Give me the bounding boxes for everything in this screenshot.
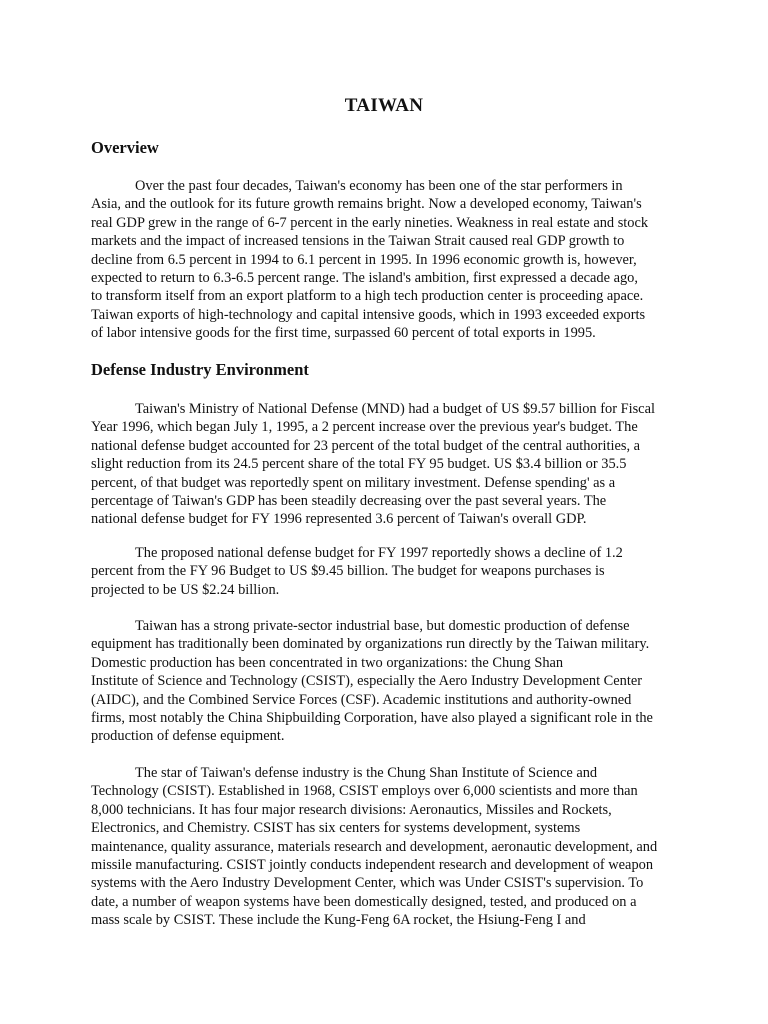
section-heading-overview: Overview [91,138,159,157]
text-line: Taiwan exports of high-technology and capital intensive goods, which in 1993 exceeded exports [91,306,646,323]
text-line: decline from 6.5 percent in 1994 to 6.1 percent in 1995. In 1996 economic growth is, however, [91,251,637,268]
text-line: projected to be US $2.24 billion. [91,581,280,598]
text-line: percent from the FY 96 Budget to US $9.45 billion. The budget for weapons purchases is [91,563,605,580]
section-heading-defense-industry: Defense Industry Environment [91,360,309,379]
fy1997-budget-paragraph [91,544,681,599]
text-line: Over the past four decades, Taiwan's economy has been one of the star performers in [135,178,623,194]
text-line: markets and the impact of increased tensions in the Taiwan Strait caused real GDP growth to [91,233,625,250]
text-line: expected to return to 6.3-6.5 percent range. The island's ambition, first expressed a decade ago, [91,270,638,287]
overview-paragraph [91,177,681,343]
text-line: maintenance, quality assurance, materials research and development, aeronautic development, and [91,838,658,855]
text-line: Taiwan's Ministry of National Defense (MND) had a budget of US $9.57 billion for Fiscal [135,401,655,417]
text-line: Asia, and the outlook for its future growth remains bright. Now a developed economy, Taiwan's [91,196,642,213]
text-line: Taiwan has a strong private-sector industrial base, but domestic production of defense [135,618,630,634]
text-line: percentage of Taiwan's GDP has been steadily decreasing over the past several years. The [91,493,607,510]
csist-paragraph [91,764,681,930]
text-line: firms, most notably the China Shipbuilding Corporation, have also played a significant role in the [91,710,653,727]
text-line: Technology (CSIST). Established in 1968, CSIST employs over 6,000 scientists and more than [91,783,638,800]
text-line: production of defense equipment. [91,728,285,745]
text-line: Year 1996, which began July 1, 1995, a 2 percent increase over the previous year's budget. The [91,419,638,436]
text-line: The star of Taiwan's defense industry is the Chung Shan Institute of Science and [135,765,598,781]
text-line: percent, of that budget was reportedly spent on military investment. Defense spending' as a [91,474,616,491]
text-line: of labor intensive goods for the first time, surpassed 60 percent of total exports in 1995. [91,325,596,342]
text-line: equipment has traditionally been dominated by organizations run directly by the Taiwan military. [91,636,650,653]
text-line: slight reduction from its 24.5 percent share of the total FY 95 budget. US $3.4 billion or 35.5 [91,456,627,473]
text-line: national defense budget for FY 1996 represented 3.6 percent of Taiwan's overall GDP. [91,511,587,528]
text-line: to transform itself from an export platform to a high tech production center is proceeding apace. [91,288,644,305]
industrial-base-paragraph [91,617,681,746]
text-line: Electronics, and Chemistry. CSIST has six centers for systems development, systems [91,820,581,837]
text-line: systems with the Aero Industry Development Center, which was Under CSIST's supervision. To [91,875,644,892]
text-line: Institute of Science and Technology (CSIST), especially the Aero Industry Development Center [91,673,643,690]
text-line: real GDP grew in the range of 6-7 percent in the early nineties. Weakness in real estate and stock [91,214,649,231]
text-line: national defense budget accounted for 23 percent of the total budget of the central authorities, a [91,437,641,454]
page-title: TAIWAN [344,95,424,116]
defense-budget-paragraph [91,400,681,529]
text-line: date, a number of weapon systems have been domestically designed, tested, and produced on a [91,893,637,910]
text-line: 8,000 technicians. It has four major research divisions: Aeronautics, Missiles and Rockets, [91,801,612,818]
text-line: The proposed national defense budget for FY 1997 reportedly shows a decline of 1.2 [135,545,623,561]
text-line: missile manufacturing. CSIST jointly conducts independent research and development of weapon [91,857,654,874]
text-line: (AIDC), and the Combined Service Forces (CSF). Academic institutions and authority-owned [91,691,632,708]
text-line: mass scale by CSIST. These include the Kung-Feng 6A rocket, the Hsiung-Feng I and [91,912,586,929]
text-line: Domestic production has been concentrated in two organizations: the Chung Shan [91,654,564,671]
